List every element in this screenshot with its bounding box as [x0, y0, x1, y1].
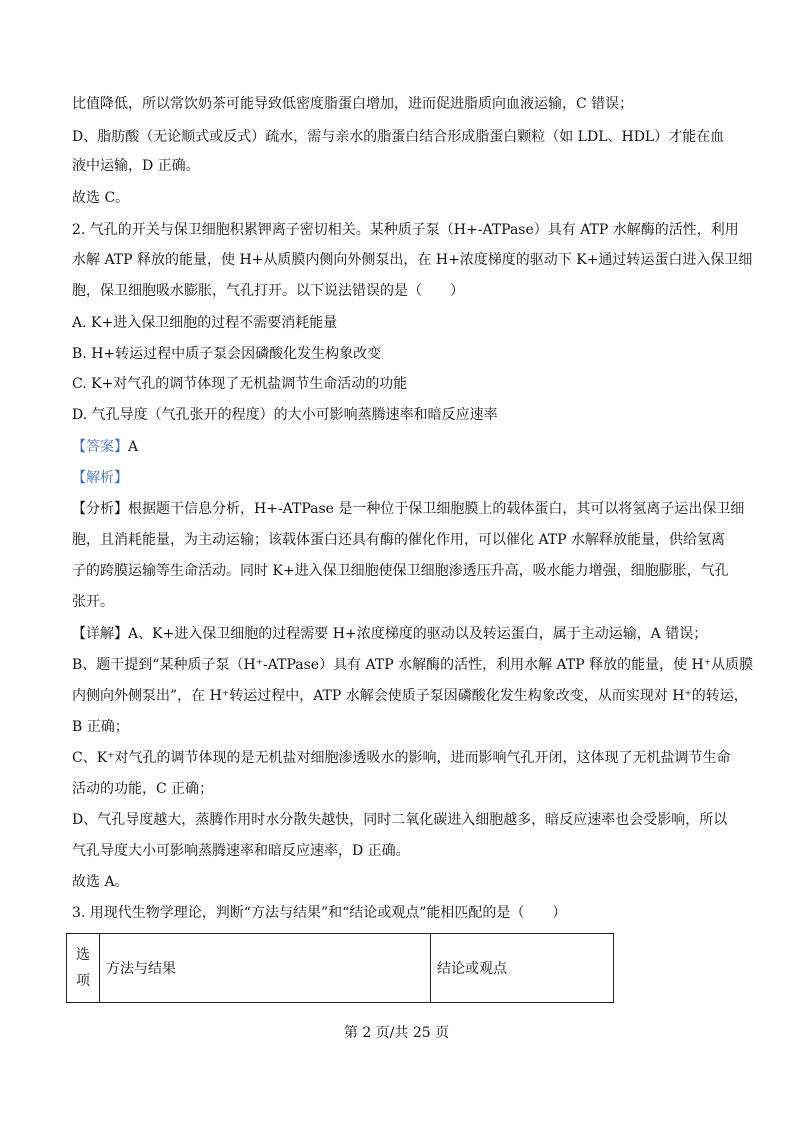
fenxi-tag: 【分析】 [72, 501, 128, 517]
question-3-stem: 3. 用现代生物学理论，判断“方法与结果”和“结论或观点”能相匹配的是（ ） [72, 905, 567, 921]
text-line: 内侧向外侧泵出”，在 H⁺转运过程中，ATP 水解会使质子泵因磷酸化发生构象改变，从而实现对 H⁺的转运， [72, 688, 748, 704]
analysis-tag: 【解析】 [72, 470, 128, 486]
xiangjie-tag: 【详解】 [72, 626, 128, 642]
table-header-row [67, 934, 614, 1003]
table-header-cell: 方法与结果 [100, 934, 431, 1003]
text-line: 胞，保卫细胞吸水膨胀，气孔打开。以下说法错误的是（ ） [72, 283, 464, 299]
text-line: D、脂肪酸（无论顺式或反式）疏水，需与亲水的脂蛋白结合形成脂蛋白颗粒（如 LDL、HDL）才能在血 [72, 129, 725, 145]
text-line: B、题干提到“某种质子泵（H⁺-ATPase）具有 ATP 水解酶的活性，利用水解 ATP 释放的能量，使 H⁺从质膜 [72, 657, 754, 673]
text-line: 液中运输，D 正确。 [72, 158, 200, 174]
text-line: 活动的功能，C 正确； [72, 781, 214, 797]
text-line: 子的跨膜运输等生命活动。同时 K+进入保卫细胞使保卫细胞渗透压升高，吸水能力增强，细胞膨胀，气孔 [72, 563, 729, 579]
option-c: C. K+对气孔的调节体现了无机盐调节生命活动的功能 [72, 376, 408, 392]
text-line: B 正确； [72, 719, 129, 735]
text-line: D、气孔导度越大，蒸腾作用时水分散失越快，同时二氧化碳进入细胞越多，暗反应速率也会受影响，所以 [72, 812, 728, 828]
xiangjie-line [72, 624, 733, 644]
text-line: 比值降低，所以常饮奶茶可能导致低密度脂蛋白增加，进而促进脂质向血液运输，C 错误； [72, 96, 634, 112]
xiangjie-text: A、K+进入保卫细胞的过程需要 H+浓度梯度的驱动以及转运蛋白，属于主动运输，A 错误； [128, 626, 708, 642]
analysis-line [72, 468, 733, 488]
answer-line [72, 437, 733, 457]
text-line: 故选 C。 [72, 190, 130, 206]
option-a: A. K+进入保卫细胞的过程不需要消耗能量 [72, 315, 338, 331]
table-header-cell: 选项 [67, 934, 100, 1003]
fenxi-line [72, 499, 745, 519]
question-2-stem: 2. 气孔的开关与保卫细胞积累钾离子密切相关。某种质子泵（H+-ATPase）具有 ATP 水解酶的活性，利用 [72, 222, 739, 238]
text-line: C、K⁺对气孔的调节体现的是无机盐对细胞渗透吸水的影响，进而影响气孔开闭，这体现了无机盐调节生命 [72, 750, 731, 766]
text-line: 水解 ATP 释放的能量，使 H+从质膜内侧向外侧泵出，在 H+浓度梯度的驱动下 K+通过转运蛋白进入保卫细 [72, 252, 753, 268]
fenxi-text: 根据题干信息分析，H+-ATPase 是一种位于保卫细胞膜上的载体蛋白，其可以将氢离子运出保卫细 [128, 501, 745, 517]
text-line: 故选 A。 [72, 874, 129, 890]
answer-tag: 【答案】 [72, 439, 128, 455]
options-table [66, 933, 614, 1003]
text-line: 张开。 [72, 594, 114, 610]
option-d: D. 气孔导度（气孔张开的程度）的大小可影响蒸腾速率和暗反应速率 [72, 407, 498, 423]
option-b: B. H+转运过程中质子泵会因磷酸化发生构象改变 [72, 346, 382, 362]
page-footer: 第 2 页/共 25 页 [343, 1025, 450, 1041]
table-header-cell: 结论或观点 [431, 934, 614, 1003]
answer-value: A [128, 439, 139, 455]
text-line: 胞，且消耗能量，为主动运输；该载体蛋白还具有酶的催化作用，可以催化 ATP 水解释放能量，供给氢离 [72, 532, 726, 548]
text-line: 气孔导度大小可影响蒸腾速率和暗反应速率，D 正确。 [72, 843, 410, 859]
